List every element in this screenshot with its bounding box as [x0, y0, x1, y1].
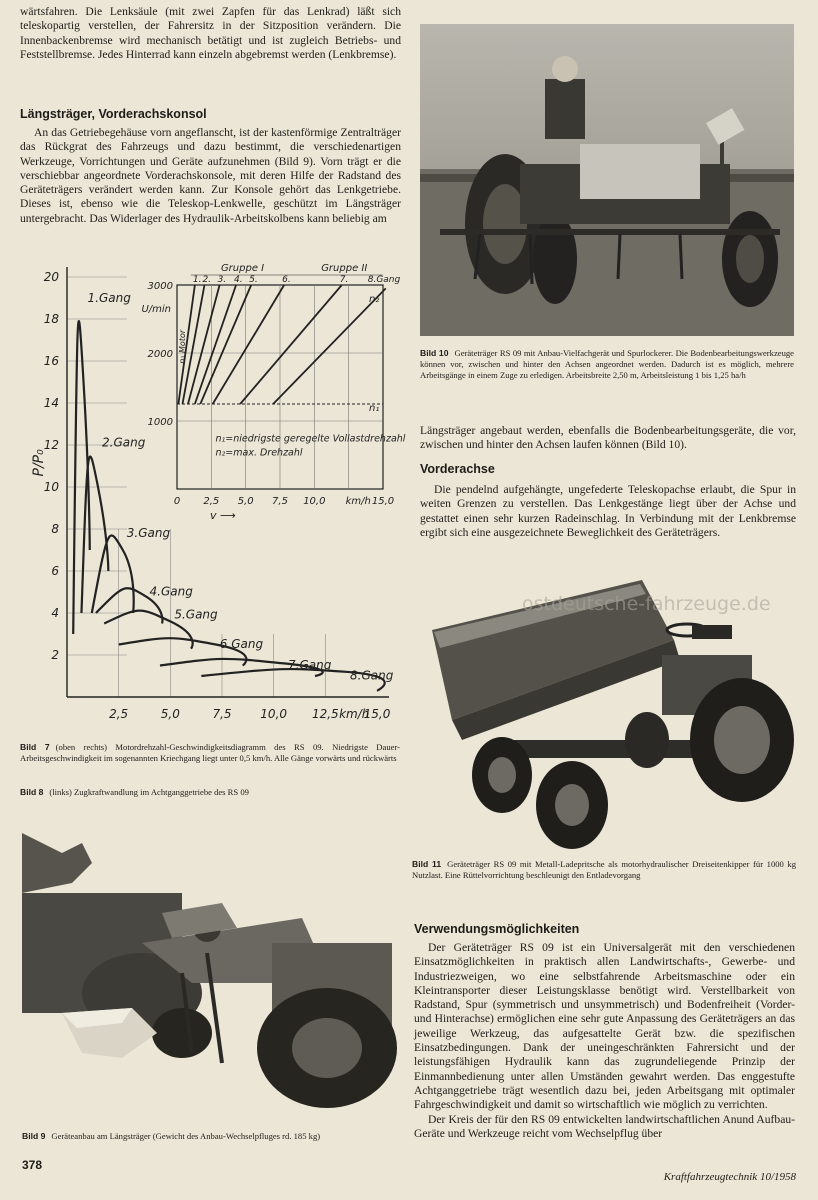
- y-tick-label: 18: [43, 312, 59, 326]
- x-axis-label: v ⟶: [209, 509, 236, 522]
- series-label: 1.Gang: [87, 291, 131, 305]
- series-label: 8.Gang: [350, 668, 394, 683]
- watermark-text: ostdeutsche-fahrzeuge.de: [522, 593, 771, 615]
- series-label: 2.: [202, 275, 212, 285]
- series-label: 6.Gang: [219, 637, 264, 652]
- y-tick-label: 14: [43, 396, 59, 410]
- series-label: 5.: [249, 275, 258, 285]
- x-tick-label: km/h: [345, 496, 371, 507]
- page-number: 378: [22, 1158, 43, 1172]
- photo-bild-11: [412, 570, 797, 850]
- caption-bild-10: [420, 348, 794, 381]
- y-tick-label: 2: [51, 648, 59, 662]
- y-tick-label: 2000: [147, 349, 173, 360]
- caption-text: (links) Zugkraftwandlung im Achtganggetriebe des RS 09: [49, 787, 249, 797]
- x-tick-label: 5,0: [160, 707, 180, 721]
- curve-label: n₁: [369, 402, 380, 414]
- tractor-field-image: [420, 24, 794, 336]
- footer-journal: Kraftfahrzeugtechnik 10/1958: [663, 1171, 796, 1183]
- column-left-laengstraeger: [20, 126, 401, 226]
- series-line: [81, 457, 108, 613]
- series-label: 4.: [234, 275, 243, 285]
- photo-bild-9: [22, 833, 402, 1123]
- series-label: 3.Gang: [126, 525, 171, 540]
- chart-bild-7: [141, 263, 405, 522]
- x-tick-label: 15,0: [371, 496, 395, 507]
- y-tick-label: 3000: [147, 281, 173, 292]
- caption-label: Bild 9: [22, 1131, 46, 1141]
- y-tick-label: 16: [43, 354, 59, 368]
- series-label: 3.: [217, 275, 227, 285]
- column-right-verwendung: [414, 941, 795, 1141]
- column-right-vorderachse: [420, 483, 796, 540]
- group-label: Gruppe II: [321, 263, 368, 274]
- x-tick-label: 10,0: [260, 707, 288, 721]
- caption-text: Geräteanbau am Längsträger (Gewicht des Anbau-Wechselpfluges rd. 185 kg): [51, 1131, 321, 1141]
- photo-bild-10: [420, 24, 794, 336]
- x-tick-label: 7,5: [272, 496, 288, 507]
- x-tick-label: 2,5: [203, 496, 220, 507]
- y-axis-label: U/min: [141, 304, 171, 316]
- paragraph: Die pendelnd aufgehängte, ungefederte Teleskopachse erlaubt, die Spur in weiten Grenzen zu verstellen. Das Lenkgestänge liegt über der Achse und gestattet einen sehr kurzen Radeinschlag. In Verbindung mit der Lenkbremse ergibt sich eine ausgezeichnete Beweglichkeit des Geräteträgers.: [420, 483, 796, 539]
- caption-text: (oben rechts) Motordrehzahl-Geschwindigkeitsdiagramm des RS 09. Niedrigste Dauer-Arbeitsgeschwindigkeit im sogenannten Kriechgang liegt unter 0,5 km/h. Alle Gänge vorwärts und rückwärts: [20, 742, 400, 763]
- x-tick-label: 2,5: [109, 707, 129, 721]
- heading-laengstraeger: Längsträger, Vorderachskonsol: [20, 107, 207, 121]
- heading-verwendung: Verwendungsmöglichkeiten: [414, 922, 580, 936]
- caption-bild-7: [20, 742, 400, 764]
- y-tick-label: 4: [51, 606, 59, 620]
- paragraph: wärtsfahren. Die Lenksäule (mit zwei Zapfen für das Lenkrad) läßt sich teleskopartig verstellen, der Fahrersitz in der Sitzposition verändern. Die Innenbackenbremse wird mechanisch betätigt und ist zugleich Betriebs- und Feststellbremse. Jedes Hinterrad kann einzeln abgebremst werden (Lenkbremse).: [20, 5, 401, 61]
- y-tick-label: 8: [51, 522, 59, 536]
- paragraph: Längsträger angebaut werden, ebenfalls die Bodenbearbeitungsgeräte, die vor, zwischen und hinter den Achsen laufen können (Bild 10).: [420, 424, 796, 452]
- series-label: 4.Gang: [149, 584, 193, 599]
- caption-bild-11: [412, 859, 796, 881]
- paragraph: An das Getriebegehäuse vorn angeflanscht, ist der kastenförmige Zentralträger das Rückgrat des Fahrzeugs und dazu bestimmt, die verschiedenartigen Werkzeuge, Vorrichtungen und Geräte aufzunehmen (Bild 9). Vorn trägt er die verschiebbar angeordnete Vorderachskonsole, mit deren Hilfe der Radstand des Geräteträgers verändert werden kann. Zur Konsole gehört das Lenkgetriebe. Dieses ist, ebenso wie die Teleskop-Lenkwelle, geschützt im Längsträger untergebracht. Das Widerlager des Hydraulik-Arbeitskolbens kann beliebig am: [20, 126, 401, 225]
- y-tick-label: 6: [51, 564, 59, 578]
- legend-text: n₁=niedrigste geregelte Vollastdrehzahl: [215, 433, 406, 445]
- series-label: 2.Gang: [102, 435, 146, 450]
- curve-label: n₁ Motor: [178, 329, 187, 364]
- series-label: 8.Gang: [367, 275, 401, 285]
- y-axis-label: P/P₀: [31, 449, 47, 477]
- y-tick-label: 10: [43, 480, 59, 494]
- series-label: 1.: [192, 275, 202, 285]
- series-line: [213, 285, 284, 404]
- column-left-intro: [20, 5, 401, 62]
- legend-text: n₂=max. Drehzahl: [215, 447, 303, 459]
- chart-area: [15, 255, 410, 733]
- series-label: 6.: [282, 275, 291, 285]
- dump-truck-image: [412, 570, 797, 850]
- y-tick-label: 1000: [147, 417, 173, 428]
- series-line: [200, 285, 251, 404]
- series-line: [92, 536, 134, 613]
- caption-bild-9: [22, 1131, 402, 1142]
- caption-text: Geräteträger RS 09 mit Anbau-Vielfachgerät und Spurlockerer. Die Bodenbearbeitungswerkzeuge können vor, zwischen und hinter den Achsen angeordnet werden. Dadurch ist es möglich, mehrere Arbeitsgänge in einem Zuge zu erledigen. Arbeitsbreite 2,50 m, Arbeitsleistung 1 bis 1,25 ha/h: [420, 348, 794, 380]
- caption-bild-8: [20, 787, 400, 798]
- series-label: 5.Gang: [174, 607, 218, 622]
- group-label: Gruppe I: [220, 263, 265, 274]
- x-tick-label: 5,0: [237, 496, 254, 507]
- x-tick-label: 0: [173, 496, 181, 507]
- series-label: 7.Gang: [288, 658, 332, 673]
- y-tick-label: 20: [43, 270, 59, 284]
- series-label: 7.: [339, 275, 349, 285]
- plough-attachment-image: [22, 833, 402, 1123]
- column-right-continued: [420, 424, 796, 453]
- x-tick-label: 7,5: [212, 707, 232, 721]
- x-tick-label: 12,5: [311, 707, 339, 721]
- caption-label: Bild 11: [412, 859, 442, 869]
- caption-label: Bild 7: [20, 742, 50, 752]
- x-tick-label: km/h: [339, 707, 370, 721]
- x-tick-label: 15,0: [363, 707, 391, 721]
- paragraph: Der Geräteträger RS 09 ist ein Universalgerät mit den verschiedenen Einsatzmöglichkeiten in praktisch allen Landwirtschafts-, Gewerbe- und Industriezweigen, wo eine selbstfahrende Arbeitsmaschine oder ein Kleintransporter dieser Leistungsklasse benötigt wird. Verstellbarkeit von Radstand, Spur (symmetrisch und unsymmetrisch) und Bodenfreiheit (Vorder- und Hinterachse) ermöglichen eine sehr gute Anpassung des Geräteträgers an das jeweilige Werkzeug, das aufgesattelte Gerät bzw. die spezifischen Einsatzbedingungen. Dank der uneingeschränkten Fahrersicht und der leistungsfähigen Hydraulik kann das zugrundeliegende Prinzip der Einmannbedienung unter allen Umständen gewahrt werden. Das enggestufte Achtganggetriebe trägt wesentlich dazu bei, jeden Arbeitsgang mit optimaler Fahrgeschwindigkeit und damit so wirtschaftlich wie möglich zu verrichten.: [414, 941, 795, 1112]
- caption-label: Bild 10: [420, 348, 449, 358]
- caption-label: Bild 8: [20, 787, 44, 797]
- paragraph: Der Kreis der für den RS 09 entwickelten landwirtschaftlichen Anund Aufbau-Geräte und Werkzeuge reicht vom Wechselpflug über: [414, 1112, 795, 1140]
- x-tick-label: 10,0: [303, 496, 326, 507]
- caption-text: Geräteträger RS 09 mit Metall-Ladepritsche als motorhydraulischer Dreiseitenkipper für 1000 kg Nutzlast. Eine Rüttelvorrichtung beschleunigt den Entladevorgang: [412, 859, 797, 880]
- heading-vorderachse: Vorderachse: [420, 462, 495, 476]
- curve-label: n₂: [369, 294, 380, 305]
- y-tick-label: 12: [43, 438, 59, 452]
